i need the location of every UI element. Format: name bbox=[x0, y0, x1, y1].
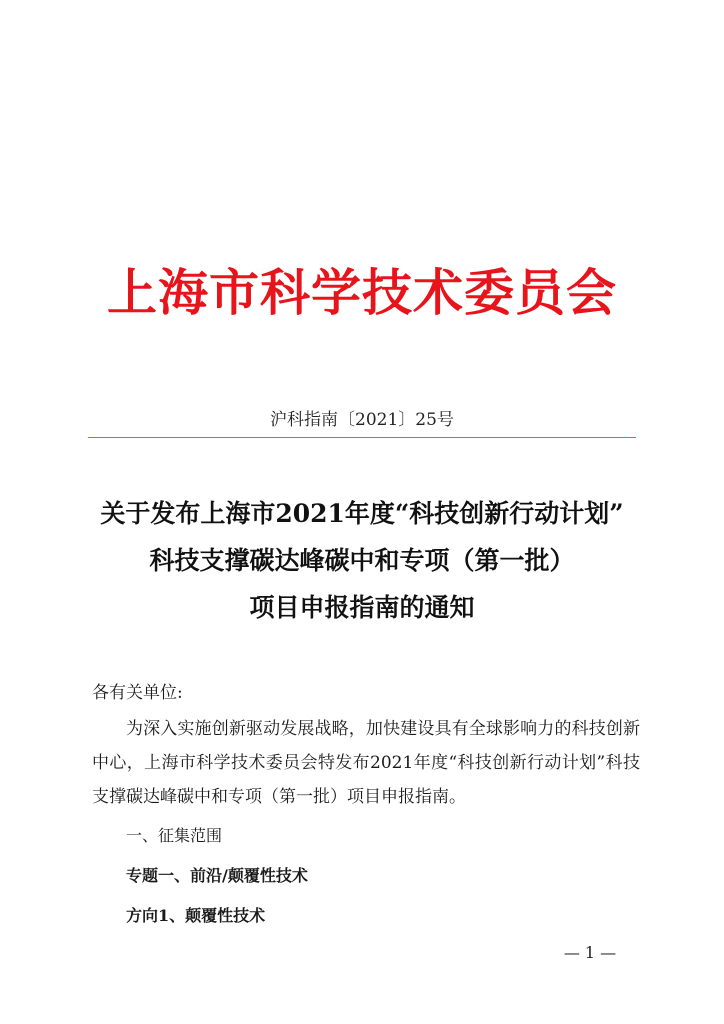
title-line-2: 科技支撑碳达峰碳中和专项（第一批） bbox=[149, 546, 575, 575]
red-divider-line bbox=[88, 437, 636, 438]
title-line-3: 项目申报指南的通知 bbox=[249, 593, 475, 622]
notice-body bbox=[92, 676, 640, 936]
topic-heading-1: 专题一、前沿/颠覆性技术 bbox=[126, 866, 308, 885]
salutation: 各有关单位: bbox=[92, 683, 183, 703]
title-line-1: 关于发布上海市2021年度“科技创新行动计划” bbox=[100, 499, 624, 528]
document-number: 沪科指南〔2021〕25号 bbox=[270, 410, 454, 430]
page-number: — 1 — bbox=[563, 943, 617, 962]
section-heading-scope: 一、征集范围 bbox=[126, 826, 223, 845]
issuing-organization-header: 上海市科学技术委员会 bbox=[107, 263, 617, 322]
intro-paragraph: 为深入实施创新驱动发展战略，加快建设具有全球影响力的科技创新中心，上海市科学技术委员会特发布2021年度“科技创新行动计划”科技支撑碳达峰碳中和专项（第一批）项目申报指南。 bbox=[92, 719, 640, 807]
direction-heading-1: 方向1、颠覆性技术 bbox=[126, 906, 266, 925]
notice-title bbox=[0, 490, 724, 631]
